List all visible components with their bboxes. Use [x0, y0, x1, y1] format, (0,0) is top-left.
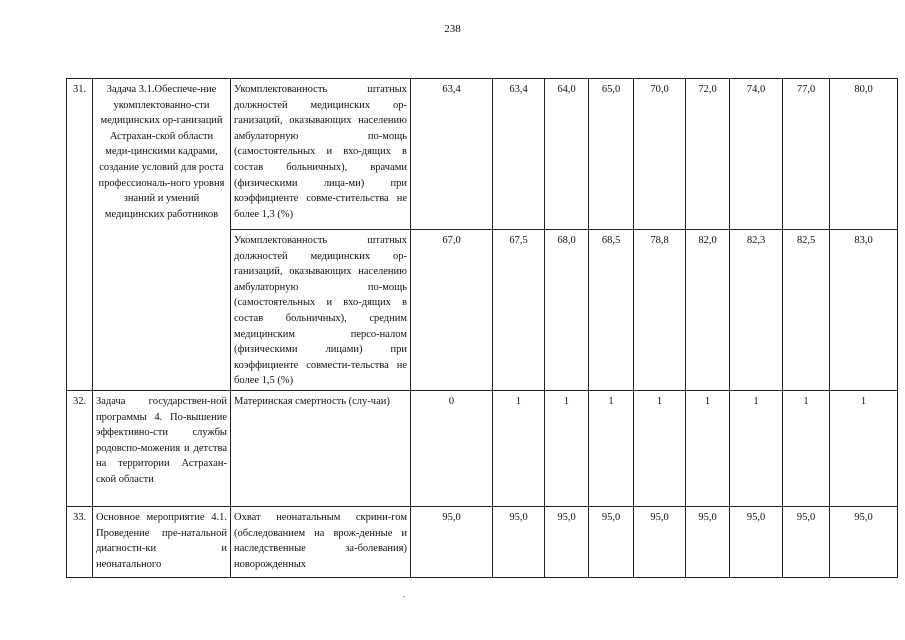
- value-cell: 63,4: [493, 79, 545, 230]
- value-cell: 1: [589, 390, 634, 506]
- indicator-description: Укомплектованность штатных должностей медицинских ор-ганизаций, оказывающих населению амбулаторную по-мощь (самостоятельных и вхо-дящих в состав больничных), средним медицинским персо-налом (физическими лицами) при коэффициенте совмести-тельства не более 1,5 (%): [231, 230, 411, 391]
- scan-artifact: [403, 596, 405, 597]
- value-cell: 1: [830, 390, 898, 506]
- value-cell: 95,0: [830, 506, 898, 577]
- value-cell: 82,0: [686, 230, 730, 391]
- value-cell: 82,3: [730, 230, 783, 391]
- table-row: [67, 79, 898, 230]
- row-number: 32.: [67, 390, 93, 506]
- value-cell: 67,0: [411, 230, 493, 391]
- value-cell: 95,0: [730, 506, 783, 577]
- value-cell: 64,0: [545, 79, 589, 230]
- task-description: Основное мероприятие 4.1. Проведение пре-натальной диагности-ки и неонатального: [93, 506, 231, 577]
- task-description: Задача 3.1.Обеспече-ние укомплектованно-сти медицинских ор-ганизаций Астрахан-ской области меди-цинскими кадрами, создание условий для роста профессиональ-ного уровня знаний и умений медицинских работников: [93, 79, 231, 391]
- value-cell: 65,0: [589, 79, 634, 230]
- value-cell: 68,0: [545, 230, 589, 391]
- task-description: Задача государствен-ной программы 4. По-вышение эффективно-сти службы родовспо-можения и детства на территории Астрахан-ской области: [93, 390, 231, 506]
- value-cell: 95,0: [545, 506, 589, 577]
- value-cell: 95,0: [589, 506, 634, 577]
- value-cell: 1: [783, 390, 830, 506]
- value-cell: 78,8: [634, 230, 686, 391]
- value-cell: 74,0: [730, 79, 783, 230]
- value-cell: 95,0: [686, 506, 730, 577]
- value-cell: 83,0: [830, 230, 898, 391]
- value-cell: 1: [493, 390, 545, 506]
- table-row: [67, 506, 898, 577]
- value-cell: 80,0: [830, 79, 898, 230]
- value-cell: 68,5: [589, 230, 634, 391]
- value-cell: 70,0: [634, 79, 686, 230]
- row-number: 33.: [67, 506, 93, 577]
- value-cell: 95,0: [634, 506, 686, 577]
- indicator-description: Охват неонатальным скрини-гом (обследованием на врож-денные и наследственные за-болевания) новорожденных: [231, 506, 411, 577]
- indicator-description: Материнская смертность (слу-чаи): [231, 390, 411, 506]
- value-cell: 95,0: [493, 506, 545, 577]
- value-cell: 1: [634, 390, 686, 506]
- indicator-description: Укомплектованность штатных должностей медицинских ор-ганизаций, оказывающих населению амбулаторную по-мощь (самостоятельных и вхо-дящих в состав больничных), врачами (физическими лица-ми) при коэффициенте совме-стительства не более 1,3 (%): [231, 79, 411, 230]
- row-number: 31.: [67, 79, 93, 391]
- value-cell: 1: [545, 390, 589, 506]
- value-cell: 0: [411, 390, 493, 506]
- page-number: 238: [444, 23, 461, 35]
- value-cell: 95,0: [411, 506, 493, 577]
- value-cell: 1: [686, 390, 730, 506]
- value-cell: 1: [730, 390, 783, 506]
- value-cell: 95,0: [783, 506, 830, 577]
- indicators-table: [66, 78, 898, 578]
- value-cell: 77,0: [783, 79, 830, 230]
- value-cell: 67,5: [493, 230, 545, 391]
- value-cell: 72,0: [686, 79, 730, 230]
- value-cell: 63,4: [411, 79, 493, 230]
- table-row: [67, 390, 898, 506]
- value-cell: 82,5: [783, 230, 830, 391]
